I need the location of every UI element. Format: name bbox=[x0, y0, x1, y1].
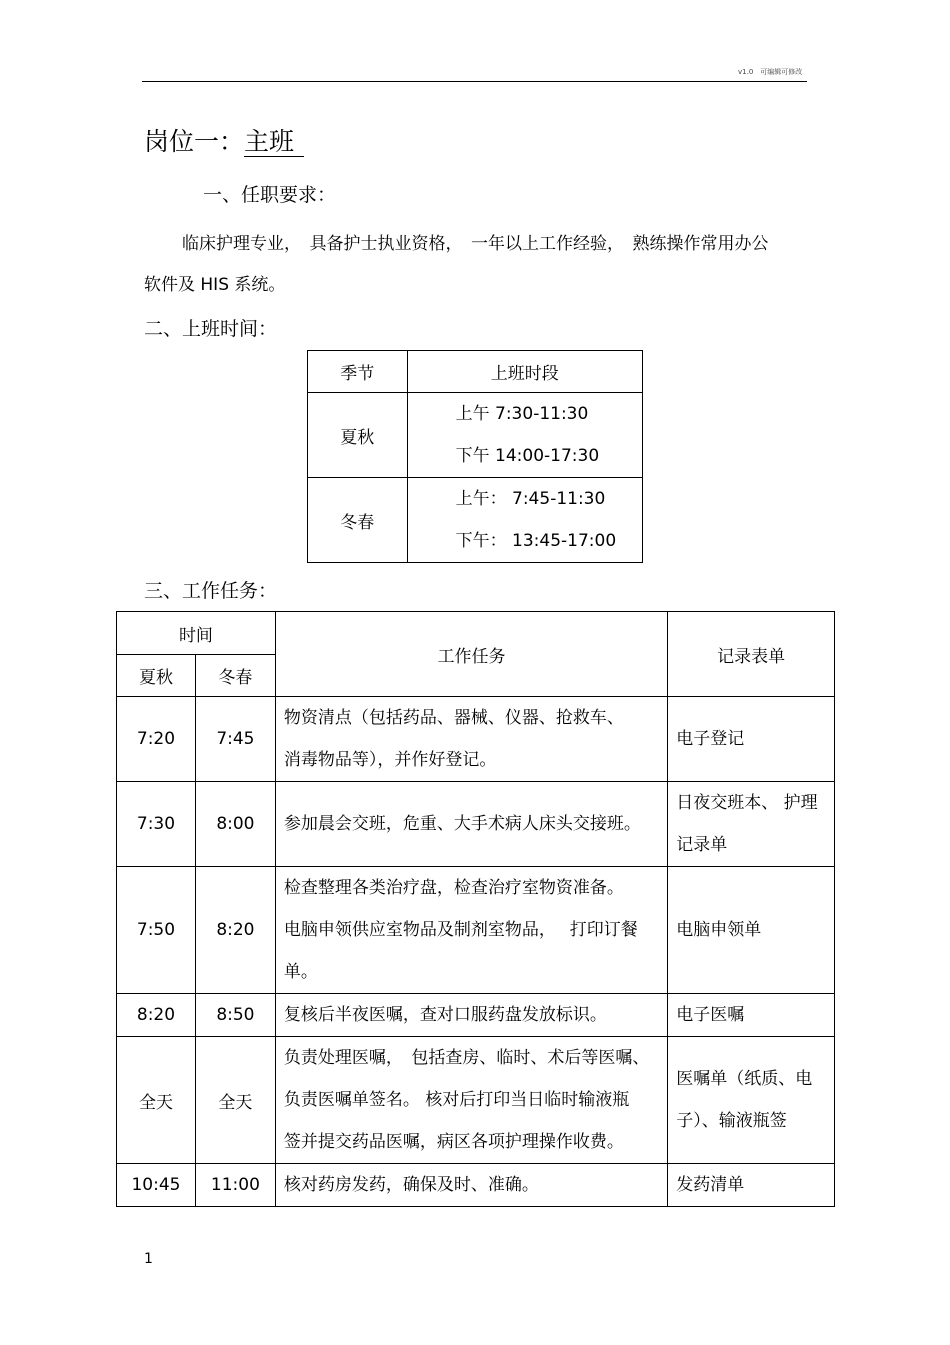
task-winter-time: 11:00 bbox=[195, 1164, 275, 1207]
schedule-row bbox=[308, 393, 643, 478]
record-line: 发药清单 bbox=[676, 1175, 745, 1195]
section1-line2: 软件及 HIS 系统。 bbox=[144, 275, 286, 295]
task-header-time: 时间 bbox=[117, 612, 276, 655]
task-line: 复核后半夜医嘱，查对口服药盘发放标识。 bbox=[283, 1005, 607, 1025]
schedule-times bbox=[407, 478, 642, 563]
record-line: 电子登记 bbox=[676, 729, 745, 749]
schedule-pm: 下午 14:00-17:30 bbox=[455, 446, 600, 466]
task-header-winter: 冬春 bbox=[195, 655, 275, 697]
task-row bbox=[117, 867, 835, 994]
task-row bbox=[117, 697, 835, 782]
task-row bbox=[117, 782, 835, 867]
task-header-task: 工作任务 bbox=[275, 612, 667, 697]
header-rule bbox=[142, 81, 807, 82]
task-table bbox=[116, 611, 835, 1207]
task-description bbox=[275, 1164, 667, 1207]
schedule-am: 上午 7:30-11:30 bbox=[455, 404, 589, 424]
task-summer-time: 10:45 bbox=[117, 1164, 196, 1207]
task-header-summer: 夏秋 bbox=[117, 655, 196, 697]
section1-line1: 临床护理专业， 具备护士执业资格， 一年以上工作经验， 熟练操作常用办公 bbox=[182, 234, 769, 254]
task-record bbox=[668, 1037, 835, 1164]
header-version: v1.0 可编辑可修改 bbox=[738, 68, 803, 76]
task-winter-time: 全天 bbox=[195, 1037, 275, 1164]
task-description bbox=[275, 697, 667, 782]
task-row bbox=[117, 994, 835, 1037]
task-record bbox=[668, 994, 835, 1037]
task-line: 单。 bbox=[283, 962, 318, 982]
record-line: 电子医嘱 bbox=[676, 1005, 745, 1025]
task-line: 物资清点（包括药品、器械、仪器、抢救车、 bbox=[283, 708, 624, 728]
task-description bbox=[275, 867, 667, 994]
schedule-times bbox=[407, 393, 642, 478]
task-winter-time: 8:20 bbox=[195, 867, 275, 994]
task-summer-time: 全天 bbox=[117, 1037, 196, 1164]
task-line: 负责医嘱单签名。 核对后打印当日临时输液瓶 bbox=[283, 1090, 630, 1110]
task-summer-time: 7:30 bbox=[117, 782, 196, 867]
task-line: 核对药房发药，确保及时、准确。 bbox=[283, 1175, 539, 1195]
task-record bbox=[668, 867, 835, 994]
section3-heading: 三、工作任务： bbox=[144, 580, 278, 602]
schedule-header-season: 季节 bbox=[308, 351, 408, 393]
task-winter-time: 8:00 bbox=[195, 782, 275, 867]
task-summer-time: 7:20 bbox=[117, 697, 196, 782]
task-line: 参加晨会交班，危重、大手术病人床头交接班。 bbox=[283, 814, 641, 834]
task-line: 检查整理各类治疗盘，检查治疗室物资准备。 bbox=[283, 878, 624, 898]
task-record bbox=[668, 1164, 835, 1207]
task-description bbox=[275, 1037, 667, 1164]
section2-heading: 二、上班时间： bbox=[144, 318, 278, 340]
page-number: 1 bbox=[144, 1251, 153, 1267]
record-line: 子）、输液瓶签 bbox=[676, 1111, 787, 1131]
schedule-header-time: 上班时段 bbox=[407, 351, 642, 393]
task-row bbox=[117, 1037, 835, 1164]
task-summer-time: 8:20 bbox=[117, 994, 196, 1037]
page-title bbox=[144, 122, 304, 158]
record-line: 记录单 bbox=[676, 835, 728, 855]
schedule-table bbox=[307, 350, 643, 563]
schedule-am: 上午： 7:45-11:30 bbox=[455, 489, 606, 509]
task-line: 消毒物品等），并作好登记。 bbox=[283, 750, 497, 770]
title-prefix: 岗位一： bbox=[144, 127, 245, 156]
task-description bbox=[275, 782, 667, 867]
task-record bbox=[668, 782, 835, 867]
title-main: 主班 bbox=[244, 127, 304, 157]
task-line: 电脑申领供应室物品及制剂室物品， 打印订餐 bbox=[283, 920, 638, 940]
task-record bbox=[668, 697, 835, 782]
task-winter-time: 8:50 bbox=[195, 994, 275, 1037]
section1-heading: 一、任职要求： bbox=[203, 184, 337, 206]
record-line: 电脑申领单 bbox=[676, 920, 762, 940]
schedule-row bbox=[308, 478, 643, 563]
record-line: 日夜交班本、 护理 bbox=[676, 793, 818, 813]
schedule-pm: 下午： 13:45-17:00 bbox=[455, 531, 617, 551]
schedule-season: 夏秋 bbox=[308, 393, 408, 478]
task-summer-time: 7:50 bbox=[117, 867, 196, 994]
task-line: 签并提交药品医嘱，病区各项护理操作收费。 bbox=[283, 1132, 624, 1152]
task-row bbox=[117, 1164, 835, 1207]
task-header-record: 记录表单 bbox=[668, 612, 835, 697]
record-line: 医嘱单（纸质、电 bbox=[676, 1069, 813, 1089]
schedule-season: 冬春 bbox=[308, 478, 408, 563]
task-winter-time: 7:45 bbox=[195, 697, 275, 782]
task-description bbox=[275, 994, 667, 1037]
task-line: 负责处理医嘱， 包括查房、临时、术后等医嘱、 bbox=[283, 1048, 650, 1068]
